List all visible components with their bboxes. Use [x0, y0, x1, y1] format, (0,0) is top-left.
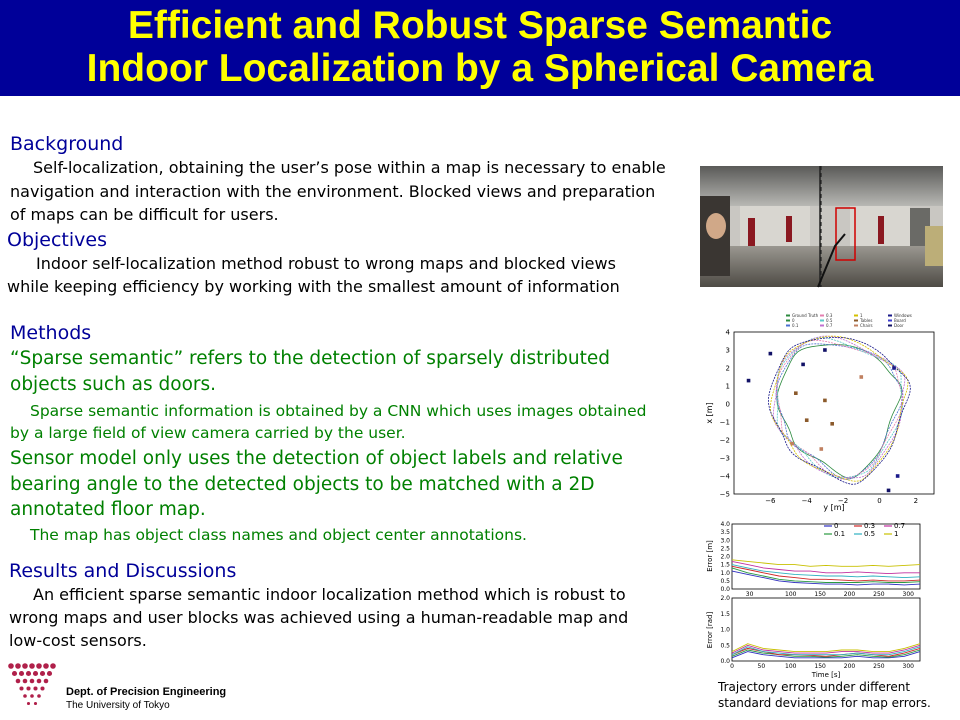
trajectory-legend-swatch — [786, 325, 790, 327]
object-marker-chair — [790, 442, 794, 446]
object-marker-chair — [859, 375, 863, 379]
results-heading: Results and Discussions — [9, 560, 237, 582]
trajectory-legend-swatch — [820, 325, 824, 327]
trajectory-y-tick: 4 — [725, 328, 730, 337]
object-marker-door — [823, 348, 827, 352]
angle-error-x-tick: 150 — [814, 663, 826, 670]
angle-error-y-tick: 0.5 — [720, 642, 730, 650]
logo-dot — [16, 679, 21, 684]
trajectory-legend-swatch — [888, 320, 892, 322]
trajectory-legend-swatch — [888, 315, 892, 317]
trajectory-y-tick: 1 — [725, 382, 730, 391]
logo-dot — [22, 663, 28, 669]
logo-dot — [27, 702, 30, 705]
trajectory-path — [777, 345, 902, 479]
time-xlabel: Time [s] — [811, 671, 841, 679]
background-line-3: of maps can be difficult for users. — [10, 205, 279, 224]
position-error-y-tick: 0.5 — [720, 577, 730, 585]
methods-p3-line-1: Sensor model only uses the detection of object labels and relative — [10, 448, 623, 469]
position-error-y-tick: 3.0 — [720, 537, 730, 545]
error-legend-label: 0.3 — [864, 522, 876, 530]
logo-dot — [33, 686, 37, 690]
trajectory-y-tick: 3 — [725, 346, 730, 355]
methods-heading: Methods — [10, 322, 92, 344]
position-error-ylabel: Error [m] — [706, 540, 714, 572]
angle-error-x-tick: 250 — [873, 663, 885, 670]
trajectory-y-label: x [m] — [705, 402, 714, 424]
trajectory-legend-label: Ground Truth — [792, 313, 819, 318]
trajectory-y-tick: 0 — [725, 400, 730, 409]
logo-dot — [36, 663, 42, 669]
title-line-2: Indoor Localization by a Spherical Camera — [86, 47, 874, 90]
angle-error-y-tick: 0.0 — [720, 658, 730, 665]
background-line-2: navigation and interaction with the environment. Blocked views and preparation — [10, 182, 656, 201]
logo-dot — [47, 671, 52, 676]
logo-dot — [44, 679, 49, 684]
logo-dot — [40, 671, 45, 676]
methods-p4: The map has object class names and object center annotations. — [30, 526, 527, 544]
trajectory-legend-swatch — [820, 315, 824, 317]
position-error-x-tick: 300 — [902, 591, 914, 598]
position-error-y-tick: 2.5 — [720, 545, 730, 553]
results-line-1: An efficient sparse semantic indoor localization method which is robust to — [33, 585, 626, 604]
methods-p2-line-2: by a large field of view camera carried by the user. — [10, 424, 406, 442]
trajectory-legend-label: Chairs — [860, 323, 873, 328]
angle-error-x-tick: 300 — [902, 663, 914, 670]
trajectory-legend-label: 0.1 — [792, 323, 799, 328]
position-error-x-tick: 250 — [873, 591, 885, 598]
methods-p2-line-1: Sparse semantic information is obtained by a CNN which uses images obtained — [30, 402, 647, 420]
position-error-y-tick: 2.0 — [720, 553, 730, 561]
trajectory-y-tick: −2 — [719, 436, 730, 445]
logo-dot — [40, 686, 44, 690]
trajectory-legend-swatch — [854, 320, 858, 322]
error-legend-label: 0.1 — [834, 530, 846, 538]
trajectory-path — [769, 337, 911, 484]
background-heading: Background — [10, 133, 124, 155]
angle-error-ylabel: Error [rad] — [706, 611, 714, 649]
logo-dot — [30, 679, 35, 684]
methods-p1-line-1: “Sparse semantic” refers to the detection of sparsely distributed — [10, 348, 610, 369]
trajectory-x-tick: 2 — [913, 497, 919, 505]
object-marker-table — [805, 418, 809, 422]
angle-error-y-tick: 1.0 — [720, 626, 730, 634]
trajectory-y-tick: 2 — [725, 364, 730, 373]
trajectory-legend-swatch — [854, 315, 858, 317]
logo-dot — [8, 663, 14, 669]
figure-caption-line-1: Trajectory errors under different — [718, 680, 911, 694]
dept-name: Dept. of Precision Engineering — [66, 686, 227, 698]
trajectory-legend-swatch — [786, 315, 790, 317]
object-marker-table — [823, 399, 827, 403]
trajectory-legend-swatch — [854, 325, 858, 327]
position-error-y-tick: 3.5 — [720, 529, 730, 537]
logo-dot — [12, 671, 17, 676]
logo-dot — [37, 679, 42, 684]
trajectory-legend-swatch — [888, 325, 892, 327]
university-logo-icon — [5, 660, 63, 712]
position-error-x-tick: 150 — [814, 591, 826, 598]
angle-error-x-tick: 50 — [757, 663, 766, 670]
trajectory-legend-label: 1 — [860, 313, 863, 318]
objectives-line-1: Indoor self-localization method robust to wrong maps and blocked views — [36, 254, 616, 273]
trajectory-y-tick: −1 — [719, 418, 730, 427]
position-error-series-line — [732, 560, 920, 567]
object-marker-window — [896, 474, 900, 478]
logo-dot — [50, 663, 56, 669]
trajectory-y-tick: −3 — [719, 454, 730, 463]
logo-dot — [23, 679, 28, 684]
object-marker-door — [887, 489, 891, 493]
logo-dot — [19, 671, 24, 676]
logo-dot — [37, 694, 41, 698]
results-line-2: wrong maps and user blocks was achieved using a human-readable map and — [9, 608, 629, 627]
object-marker-door — [801, 363, 805, 367]
trajectory-legend-label: Tables — [860, 318, 873, 323]
position-error-y-tick: 1.5 — [720, 561, 730, 569]
trajectory-legend-label: 0 — [792, 318, 795, 323]
trajectory-legend-swatch — [820, 320, 824, 322]
logo-dot — [29, 663, 35, 669]
object-marker-door — [769, 352, 773, 356]
trajectory-path — [776, 344, 903, 480]
trajectory-x-tick: −2 — [837, 497, 849, 505]
figure-caption-line-2: standard deviations for map errors. — [718, 696, 931, 710]
error-plots — [704, 518, 926, 680]
object-marker-table — [794, 391, 798, 395]
logo-dot — [33, 671, 38, 676]
trajectory-legend-label: Windows — [894, 313, 912, 318]
logo-dot — [19, 686, 23, 690]
trajectory-legend-swatch — [786, 320, 790, 322]
logo-dot — [26, 686, 30, 690]
trajectory-x-tick: 0 — [877, 497, 882, 505]
angle-error-y-tick: 1.5 — [720, 610, 730, 618]
position-error-x-tick: 200 — [843, 591, 856, 598]
object-marker-table — [830, 422, 834, 426]
position-error-y-tick: 4.0 — [720, 521, 730, 528]
angle-error-x-tick: 100 — [785, 663, 797, 670]
results-line-3: low-cost sensors. — [9, 631, 147, 650]
trajectory-x-tick: −6 — [765, 497, 776, 505]
university-name: The University of Tokyo — [66, 700, 170, 711]
methods-p3-line-2: bearing angle to the detected objects to be matched with a 2D — [10, 474, 595, 495]
trajectory-legend-label: 0.3 — [826, 313, 833, 318]
logo-dot — [15, 663, 21, 669]
trajectory-plot — [706, 312, 942, 514]
trajectory-y-tick: −5 — [719, 490, 730, 499]
logo-dot — [26, 671, 31, 676]
object-marker-window — [892, 366, 896, 370]
title-line-1: Efficient and Robust Sparse Semantic — [127, 4, 833, 47]
logo-dot — [30, 694, 34, 698]
spherical-camera-photo — [700, 166, 943, 287]
angle-error-x-tick: 0 — [730, 663, 734, 670]
position-error-x-tick: 30 — [745, 591, 754, 598]
title-banner — [0, 0, 960, 96]
logo-dot — [23, 694, 27, 698]
trajectory-plot-frame — [734, 332, 934, 494]
logo-dot — [43, 663, 49, 669]
trajectory-legend-label: 0.5 — [826, 318, 833, 323]
objectives-heading: Objectives — [7, 229, 107, 251]
error-legend-label: 0.7 — [894, 522, 906, 530]
trajectory-y-tick: −4 — [719, 472, 730, 481]
position-error-y-tick: 1.0 — [720, 569, 730, 577]
methods-p1-line-2: objects such as doors. — [10, 374, 217, 395]
trajectory-legend-label: Board — [894, 318, 906, 323]
error-legend-label: 1 — [894, 530, 899, 538]
trajectory-legend-label: Door — [894, 323, 904, 328]
object-marker-chair — [819, 447, 823, 451]
error-legend-label: 0 — [834, 522, 839, 530]
position-error-y-tick: 0.0 — [720, 586, 730, 593]
methods-p3-line-3: annotated floor map. — [10, 499, 206, 520]
trajectory-x-label: y [m] — [823, 503, 845, 512]
error-legend-label: 0.5 — [864, 530, 876, 538]
object-marker-door — [747, 379, 751, 383]
angle-error-x-tick: 200 — [843, 663, 856, 670]
objectives-line-2: while keeping efficiency by working with the smallest amount of information — [7, 277, 620, 296]
trajectory-legend-label: 0.7 — [826, 323, 833, 328]
trajectory-x-tick: −4 — [801, 497, 812, 505]
logo-dot — [34, 702, 37, 705]
position-error-x-tick: 100 — [785, 591, 797, 598]
angle-error-y-tick: 2.0 — [720, 595, 730, 602]
background-line-1: Self-localization, obtaining the user’s pose within a map is necessary to enable — [33, 158, 666, 177]
